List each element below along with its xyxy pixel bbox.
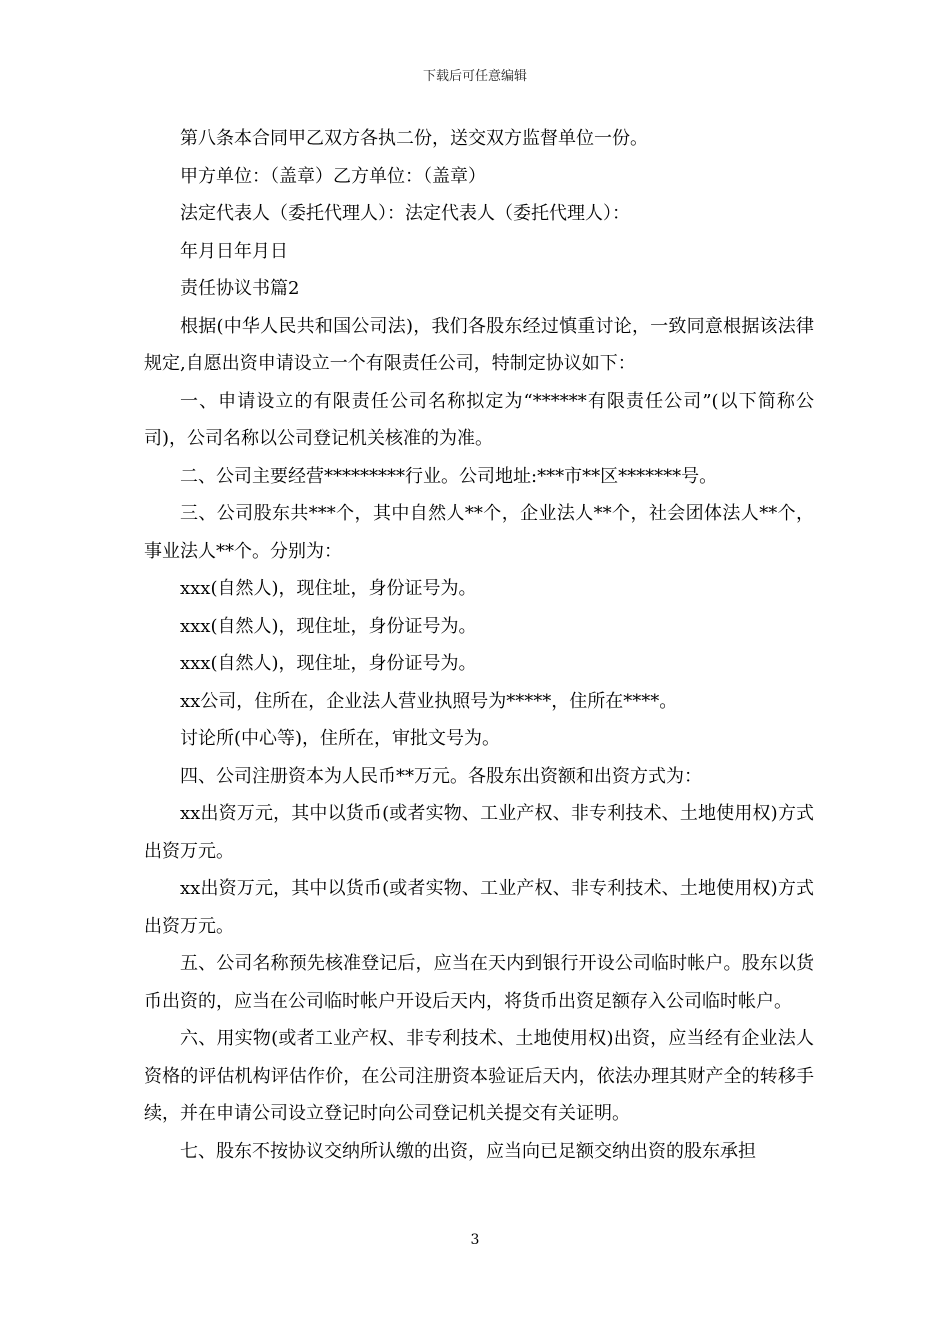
paragraph: 法定代表人（委托代理人）：法定代表人（委托代理人）：	[180, 203, 630, 224]
paragraph: xxx(自然人)，现住址，身份证号为。	[180, 615, 477, 637]
paragraph: xx公司，住所在，企业法人营业执照号为*****，住所在****。	[180, 690, 678, 712]
section-heading: 责任协议书篇2	[180, 278, 300, 299]
document-body	[144, 120, 814, 1170]
page-number: 3	[470, 1232, 480, 1248]
paragraph: xx出资万元，其中以货币(或者实物、工业产权、非专利技术、土地使用权)方式出资万元。	[144, 803, 814, 862]
paragraph: 七、股东不按协议交纳所认缴的出资，应当向已足额交纳出资的股东承担	[180, 1140, 756, 1162]
paragraph: 二、公司主要经营*********行业。公司地址:***市**区*******号。	[180, 465, 718, 487]
paragraph: 第八条本合同甲乙双方各执二份，送交双方监督单位一份。	[180, 128, 648, 149]
paragraph: xx出资万元，其中以货币(或者实物、工业产权、非专利技术、土地使用权)方式出资万元。	[144, 878, 814, 937]
paragraph: 讨论所(中心等)，住所在，审批文号为。	[180, 728, 501, 749]
paragraph: 五、公司名称预先核准登记后，应当在天内到银行开设公司临时帐户。股东以货币出资的，应当在公司临时帐户开设后天内，将货币出资足额存入公司临时帐户。	[144, 953, 814, 1012]
page-header: 下载后可任意编辑	[422, 69, 527, 84]
paragraph: 甲方单位：（盖章）乙方单位：（盖章）	[180, 165, 486, 187]
paragraph: 根据(中华人民共和国公司法)，我们各股东经过慎重讨论，一致同意根据该法律规定,自愿出资申请设立一个有限责任公司，特制定协议如下：	[144, 315, 814, 374]
paragraph: 四、公司注册资本为人民币**万元。各股东出资额和出资方式为：	[180, 765, 702, 787]
paragraph: 六、用实物(或者工业产权、非专利技术、土地使用权)出资，应当经有企业法人资格的评估机构评估作价，在公司注册资本验证后天内，依法办理其财产全的转移手续，并在申请公司设立登记时向公司登记机关提交有关证明。	[144, 1028, 814, 1124]
paragraph: xxx(自然人)，现住址，身份证号为。	[180, 578, 477, 599]
paragraph: 一、申请设立的有限责任公司名称拟定为“******有限责任公司”(以下简称公司)，公司名称以公司登记机关核准的为准。	[144, 390, 814, 449]
paragraph: xxx(自然人)，现住址，身份证号为。	[180, 653, 477, 674]
paragraph: 三、公司股东共***个，其中自然人**个，企业法人**个，社会团体法人**个，事业法人**个。分别为：	[144, 503, 814, 562]
paragraph: 年月日年月日	[180, 240, 288, 262]
